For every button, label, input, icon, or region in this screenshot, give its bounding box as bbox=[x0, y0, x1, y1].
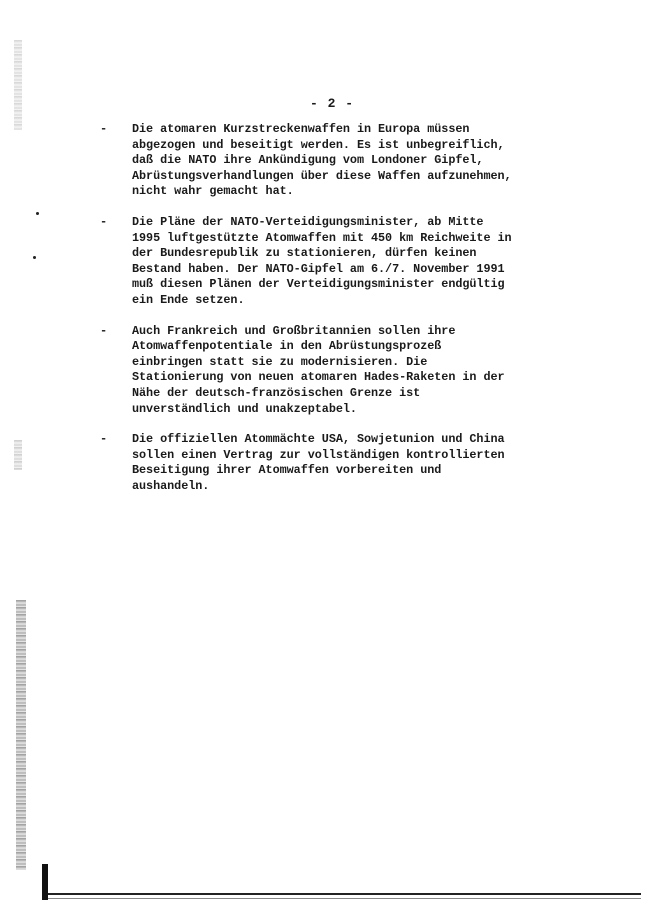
list-item-text: Die atomaren Kurzstreckenwaffen in Europa müssen abgezogen und beseitigt werden. Es ist unbegreiflich, daß die NATO ihre Ankündigung vom Londoner Gipfel, Abrüstungsverhandlungen über diese Waffen aufzunehmen, nicht wahr gemacht hat. bbox=[132, 122, 512, 199]
list-item bbox=[100, 324, 530, 418]
scan-artifact-top bbox=[14, 40, 22, 130]
scan-artifact-bottom bbox=[16, 600, 26, 870]
list-item-text: Die offiziellen Atommächte USA, Sowjetunion und China sollen einen Vertrag zur vollständigen kontrollierten Beseitigung ihrer Atomwaffen vorbereiten und aushandeln. bbox=[132, 432, 505, 493]
list-item bbox=[100, 215, 530, 309]
list-item bbox=[100, 432, 530, 494]
scan-bottom-edge-faint bbox=[48, 898, 641, 899]
bullet-list bbox=[100, 122, 530, 508]
bullet-dash: - bbox=[100, 122, 108, 136]
scan-speck bbox=[33, 256, 36, 259]
scan-artifact-middle bbox=[14, 440, 22, 470]
scan-speck bbox=[36, 212, 39, 215]
scan-bottom-edge bbox=[48, 893, 641, 895]
page-number: - 2 - bbox=[310, 96, 355, 111]
bullet-dash: - bbox=[100, 323, 108, 338]
bullet-dash: - bbox=[100, 432, 108, 447]
list-item-text: Auch Frankreich und Großbritannien sollen ihre Atomwaffenpotentiale in den Abrüstungsprozeß einbringen statt sie zu modernisieren. Die Stationierung von neuen atomaren Hades-Raketen in der Nähe der deutsch-französischen Grenze ist unverständlich und unakzeptabel. bbox=[132, 323, 505, 416]
list-item-text: Die Pläne der NATO-Verteidigungsminister, ab Mitte 1995 luftgestützte Atomwaffen mit 450 km Reichweite in der Bundesrepublik zu stationieren, dürfen keinen Bestand haben. Der NATO-Gipfel am 6./7. November 1991 muß diesen Plänen der Verteidigungsminister endgültig ein Ende setzen. bbox=[132, 214, 512, 307]
bullet-dash: - bbox=[100, 214, 108, 229]
list-item bbox=[100, 122, 530, 200]
